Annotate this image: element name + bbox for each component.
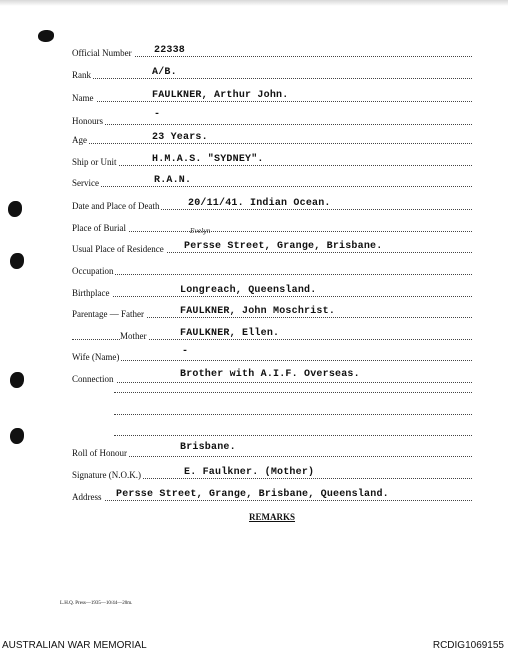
roll-of-honour-row bbox=[72, 444, 472, 458]
service-label: Service bbox=[72, 178, 99, 188]
roll-of-honour-value: Brisbane. bbox=[180, 442, 236, 453]
birthplace-label: Birthplace bbox=[72, 288, 110, 298]
connection-label: Connection bbox=[72, 374, 114, 384]
birthplace-value: Longreach, Queensland. bbox=[180, 285, 317, 296]
ship-value: H.M.A.S. "SYDNEY". bbox=[152, 154, 264, 165]
archive-footer bbox=[0, 636, 508, 654]
mother-row bbox=[72, 327, 472, 341]
official-number-row bbox=[72, 44, 472, 58]
signature-value: E. Faulkner. (Mother) bbox=[184, 467, 315, 478]
archive-reference: RCDIG1069155 bbox=[432, 640, 504, 651]
rank-value: A/B. bbox=[152, 67, 177, 78]
address-row bbox=[72, 488, 472, 502]
service-row bbox=[72, 174, 472, 188]
honours-row bbox=[72, 109, 472, 126]
burial-label: Place of Burial bbox=[72, 223, 126, 233]
honours-value: - bbox=[154, 109, 161, 120]
punch-hole bbox=[10, 372, 24, 388]
residence-label: Usual Place of Residence bbox=[72, 244, 164, 254]
age-value: 23 Years. bbox=[152, 132, 208, 143]
father-label: Parentage — Father bbox=[72, 309, 144, 319]
occupation-row bbox=[72, 262, 472, 276]
residence-value: Persse Street, Grange, Brisbane. bbox=[184, 241, 383, 252]
printer-imprint: L.H.Q. Press—1935—10/44—20m. bbox=[60, 601, 133, 606]
occupation-label: Occupation bbox=[72, 266, 114, 276]
father-value: FAULKNER, John Moschrist. bbox=[180, 306, 336, 317]
official-number-value: 22338 bbox=[154, 45, 186, 56]
burial-row bbox=[72, 219, 472, 233]
death-value: 20/11/41. Indian Ocean. bbox=[188, 198, 331, 209]
punch-hole bbox=[10, 253, 24, 269]
father-row bbox=[72, 305, 472, 319]
address-label: Address bbox=[72, 492, 102, 502]
ship-row bbox=[72, 153, 472, 167]
wife-label: Wife (Name) bbox=[72, 352, 120, 362]
rank-row bbox=[72, 66, 472, 80]
name-label: Name bbox=[72, 93, 94, 103]
death-label: Date and Place of Death bbox=[72, 201, 160, 211]
name-value: FAULKNER, Arthur John. bbox=[152, 90, 289, 101]
connection-continuation-line bbox=[114, 392, 472, 393]
residence-handwritten-annotation: Evelyn bbox=[190, 228, 211, 235]
connection-value: Brother with A.I.F. Overseas. bbox=[180, 369, 360, 380]
connection-continuation-line bbox=[114, 435, 472, 436]
scan-edge bbox=[0, 0, 508, 6]
signature-row bbox=[72, 466, 472, 480]
service-value: R.A.N. bbox=[154, 175, 192, 186]
ship-label: Ship or Unit bbox=[72, 157, 117, 167]
mother-value: FAULKNER, Ellen. bbox=[180, 328, 280, 339]
honours-label: Honours bbox=[72, 116, 103, 126]
official-number-label: Official Number bbox=[72, 48, 132, 58]
signature-label: Signature (N.O.K.) bbox=[72, 470, 141, 480]
roll-of-honour-label: Roll of Honour bbox=[72, 448, 127, 458]
remarks-heading: REMARKS bbox=[249, 512, 296, 522]
age-row bbox=[72, 131, 472, 145]
age-label: Age bbox=[72, 135, 87, 145]
death-row bbox=[72, 197, 472, 211]
birthplace-row bbox=[72, 284, 472, 298]
punch-hole bbox=[10, 428, 24, 444]
rank-label: Rank bbox=[72, 70, 91, 80]
connection-row bbox=[72, 370, 472, 384]
mother-label: Mother bbox=[120, 331, 147, 341]
address-value: Persse Street, Grange, Brisbane, Queensland. bbox=[116, 489, 389, 500]
archive-name: AUSTRALIAN WAR MEMORIAL bbox=[2, 640, 147, 651]
name-row bbox=[72, 89, 472, 103]
punch-hole bbox=[8, 201, 22, 217]
connection-continuation-line bbox=[114, 414, 472, 415]
wife-row bbox=[72, 348, 472, 362]
wife-value: - bbox=[182, 346, 189, 357]
punch-hole bbox=[38, 30, 54, 42]
